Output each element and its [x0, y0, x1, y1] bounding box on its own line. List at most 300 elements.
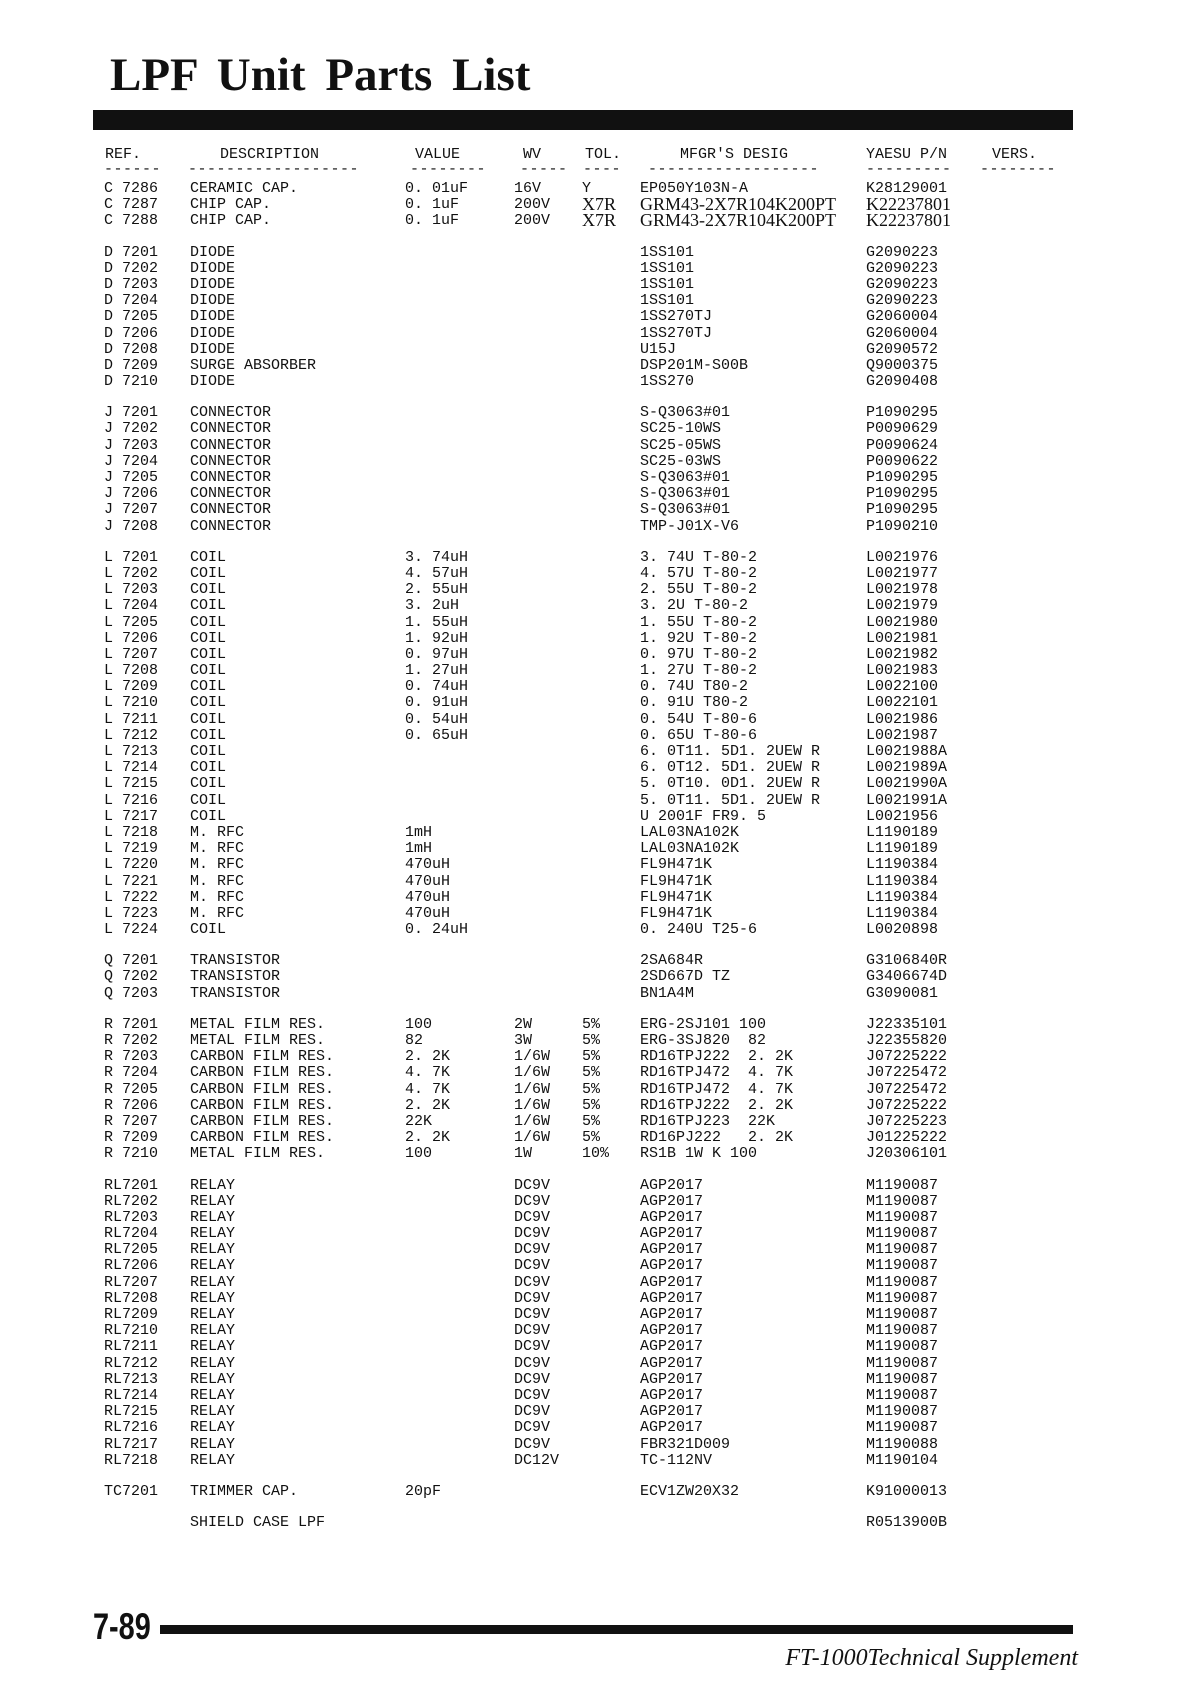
cell-mfgr-desig: AGP2017: [640, 1386, 704, 1404]
cell-mfgr-desig: RD16PJ222 2. 2K: [640, 1129, 794, 1147]
cell-ref: R 7206: [104, 1096, 159, 1114]
table-row: [0, 358, 1190, 374]
cell-yaesu-pn: G3406674D: [866, 968, 948, 986]
table-row: [0, 210, 1190, 231]
group-spacer: [0, 535, 1190, 550]
cell-description: RELAY: [190, 1273, 236, 1291]
cell-wv: 200V: [514, 212, 551, 230]
cell-ref: R 7204: [104, 1064, 159, 1082]
cell-mfgr-desig: FBR321D009: [640, 1435, 731, 1453]
cell-yaesu-pn: J07225223: [866, 1112, 948, 1130]
cell-description: CONNECTOR: [190, 420, 272, 438]
cell-mfgr-desig: S-Q3063#01: [640, 485, 731, 503]
cell-description: RELAY: [190, 1370, 236, 1388]
header-vers: VERS.: [992, 146, 1038, 163]
group-spacer: [0, 390, 1190, 405]
cell-yaesu-pn: G2090572: [866, 340, 939, 358]
cell-value: 1. 27uH: [405, 662, 469, 680]
cell-ref: RL7209: [104, 1306, 159, 1323]
cell-description: COIL: [190, 662, 227, 680]
cell-mfgr-desig: 4. 57U T-80-2: [640, 564, 758, 582]
header-tol: TOL.: [585, 146, 622, 163]
cell-mfgr-desig: GRM43-2X7R104K200PT: [640, 194, 837, 215]
cell-wv: 200V: [514, 196, 551, 214]
cell-value: 100: [405, 1015, 433, 1033]
cell-mfgr-desig: RS1B 1W K 100: [640, 1145, 758, 1163]
cell-description: CONNECTOR: [190, 469, 272, 486]
cell-mfgr-desig: AGP2017: [640, 1403, 704, 1421]
cell-ref: L 7202: [104, 564, 159, 582]
cell-description: RELAY: [190, 1338, 236, 1356]
cell-yaesu-pn: K91000013: [866, 1482, 948, 1500]
cell-yaesu-pn: P0090629: [866, 420, 939, 438]
cell-ref: L 7224: [104, 921, 159, 939]
cell-description: COIL: [190, 694, 227, 712]
cell-yaesu-pn: G3090081: [866, 984, 939, 1002]
cell-description: COIL: [190, 743, 227, 760]
cell-value: 4. 57uH: [405, 564, 469, 582]
cell-mfgr-desig: 1SS101: [640, 275, 695, 293]
cell-ref: Q 7201: [104, 952, 159, 970]
cell-yaesu-pn: L0021981: [866, 629, 939, 647]
bottom-rule: [160, 1625, 1073, 1634]
cell-wv: DC9V: [514, 1435, 551, 1453]
cell-yaesu-pn: J07225472: [866, 1064, 948, 1082]
table-row: [0, 1226, 1190, 1242]
cell-description: DIODE: [190, 259, 236, 277]
cell-yaesu-pn: K22237801: [866, 194, 951, 215]
cell-ref: J 7205: [104, 469, 159, 486]
cell-wv: DC9V: [514, 1306, 551, 1323]
cell-tol: X7R: [582, 210, 617, 231]
cell-description: DIODE: [190, 324, 236, 342]
cell-yaesu-pn: L0021991A: [866, 791, 948, 809]
cell-tol: 5%: [582, 1015, 601, 1033]
cell-mfgr-desig: SC25-10WS: [640, 420, 722, 438]
cell-tol: 5%: [582, 1096, 601, 1114]
cell-description: CHIP CAP.: [190, 196, 272, 214]
cell-wv: 1/6W: [514, 1129, 551, 1147]
cell-value: 100: [405, 1145, 433, 1163]
cell-ref: J 7208: [104, 517, 159, 535]
cell-ref: RL7218: [104, 1451, 159, 1469]
table-row: [0, 1258, 1190, 1274]
cell-mfgr-desig: TMP-J01X-V6: [640, 517, 740, 535]
cell-mfgr-desig: GRM43-2X7R104K200PT: [640, 210, 837, 231]
cell-description: CONNECTOR: [190, 404, 272, 422]
cell-description: COIL: [190, 807, 227, 825]
cell-ref: D 7206: [104, 324, 159, 342]
cell-yaesu-pn: P1090295: [866, 501, 939, 519]
cell-ref: J 7201: [104, 404, 159, 422]
cell-ref: L 7206: [104, 629, 159, 647]
cell-mfgr-desig: DSP201M-S00B: [640, 356, 749, 374]
table-row: [0, 712, 1190, 728]
cell-yaesu-pn: L0021983: [866, 662, 939, 680]
cell-ref: L 7204: [104, 597, 159, 615]
cell-yaesu-pn: L1190384: [866, 904, 939, 922]
cell-mfgr-desig: 6. 0T12. 5D1. 2UEW R: [640, 759, 821, 777]
cell-wv: 1/6W: [514, 1112, 551, 1130]
group-spacer: [0, 1469, 1190, 1484]
cell-ref: L 7216: [104, 791, 159, 809]
cell-mfgr-desig: 1SS270TJ: [640, 324, 713, 342]
cell-yaesu-pn: M1190087: [866, 1403, 939, 1421]
table-row: [0, 470, 1190, 486]
header-rule-wv: -----: [520, 161, 568, 178]
cell-mfgr-desig: 1. 92U T-80-2: [640, 629, 758, 647]
cell-description: TRIMMER CAP.: [190, 1482, 299, 1500]
cell-description: RELAY: [190, 1306, 236, 1323]
table-row: [0, 776, 1190, 792]
cell-ref: R 7203: [104, 1048, 159, 1066]
cell-yaesu-pn: L0021976: [866, 548, 939, 566]
cell-description: RELAY: [190, 1322, 236, 1340]
cell-ref: L 7223: [104, 904, 159, 922]
cell-ref: RL7207: [104, 1273, 159, 1291]
table-row: [0, 647, 1190, 663]
cell-description: RELAY: [190, 1257, 236, 1275]
table-row: [0, 793, 1190, 809]
table-row: [0, 1082, 1190, 1098]
cell-wv: DC9V: [514, 1386, 551, 1404]
cell-value: 470uH: [405, 872, 451, 890]
cell-ref: RL7204: [104, 1225, 159, 1243]
cell-description: M. RFC: [190, 856, 245, 874]
cell-value: 22K: [405, 1112, 433, 1130]
cell-description: RELAY: [190, 1208, 236, 1226]
table-row: [0, 374, 1190, 390]
cell-ref: L 7215: [104, 775, 159, 793]
table-row: [0, 261, 1190, 277]
cell-mfgr-desig: 1SS270: [640, 373, 695, 391]
cell-yaesu-pn: M1190087: [866, 1192, 939, 1210]
cell-ref: R 7209: [104, 1129, 159, 1147]
cell-ref: L 7222: [104, 888, 159, 906]
cell-yaesu-pn: L0021956: [866, 807, 939, 825]
cell-ref: Q 7203: [104, 984, 159, 1002]
cell-mfgr-desig: 0. 54U T-80-6: [640, 710, 758, 728]
cell-mfgr-desig: LAL03NA102K: [640, 823, 740, 841]
cell-mfgr-desig: FL9H471K: [640, 904, 713, 922]
cell-mfgr-desig: 6. 0T11. 5D1. 2UEW R: [640, 743, 821, 760]
table-row: [0, 598, 1190, 614]
cell-description: CARBON FILM RES.: [190, 1048, 335, 1066]
cell-ref: L 7213: [104, 743, 159, 760]
table-row: [0, 1420, 1190, 1436]
cell-description: COIL: [190, 597, 227, 615]
cell-yaesu-pn: L0021979: [866, 597, 939, 615]
cell-description: RELAY: [190, 1225, 236, 1243]
header-rule-mfgr-desig: ------------------: [648, 161, 820, 178]
cell-tol: 5%: [582, 1129, 601, 1147]
cell-yaesu-pn: G2090223: [866, 259, 939, 277]
cell-description: CONNECTOR: [190, 452, 272, 470]
cell-description: CONNECTOR: [190, 485, 272, 503]
cell-description: COIL: [190, 581, 227, 599]
cell-ref: RL7205: [104, 1241, 159, 1259]
cell-wv: DC9V: [514, 1419, 551, 1437]
table-row: [0, 615, 1190, 631]
cell-mfgr-desig: 0. 65U T-80-6: [640, 726, 758, 744]
cell-yaesu-pn: J07225472: [866, 1080, 948, 1098]
cell-description: RELAY: [190, 1192, 236, 1210]
cell-description: COIL: [190, 564, 227, 582]
table-row: [0, 550, 1190, 566]
cell-yaesu-pn: G2060004: [866, 324, 939, 342]
table-row: [0, 969, 1190, 985]
cell-description: DIODE: [190, 275, 236, 293]
table-row: [0, 1453, 1190, 1469]
cell-yaesu-pn: L1190384: [866, 872, 939, 890]
cell-mfgr-desig: BN1A4M: [640, 984, 695, 1002]
cell-ref: L 7210: [104, 694, 159, 712]
table-row: [0, 890, 1190, 906]
cell-mfgr-desig: S-Q3063#01: [640, 404, 731, 422]
cell-yaesu-pn: Q9000375: [866, 356, 939, 374]
header-mfgr-desig: MFGR'S DESIG: [680, 146, 789, 163]
cell-ref: L 7214: [104, 759, 159, 777]
cell-ref: RL7211: [104, 1338, 159, 1356]
cell-yaesu-pn: J20306101: [866, 1145, 948, 1163]
cell-wv: DC9V: [514, 1192, 551, 1210]
cell-value: 20pF: [405, 1482, 442, 1500]
cell-tol: Y: [582, 180, 592, 197]
table-row: [0, 1515, 1190, 1531]
cell-mfgr-desig: AGP2017: [640, 1273, 704, 1291]
cell-ref: L 7207: [104, 645, 159, 663]
cell-mfgr-desig: ERG-2SJ101 100: [640, 1015, 767, 1033]
cell-description: DIODE: [190, 243, 236, 261]
cell-yaesu-pn: L0022101: [866, 694, 939, 712]
cell-ref: Q 7202: [104, 968, 159, 986]
table-row: [0, 342, 1190, 358]
table-row: [0, 277, 1190, 293]
group-spacer: [0, 938, 1190, 953]
cell-ref: RL7201: [104, 1176, 159, 1194]
cell-value: 0. 97uH: [405, 645, 469, 663]
cell-tol: X7R: [582, 194, 617, 215]
footer-title: FT-1000Technical Supplement: [785, 1645, 1078, 1671]
table-row: [0, 1210, 1190, 1226]
cell-description: DIODE: [190, 308, 236, 326]
cell-yaesu-pn: M1190088: [866, 1435, 939, 1453]
cell-value: 0. 54uH: [405, 710, 469, 728]
cell-yaesu-pn: M1190087: [866, 1176, 939, 1194]
cell-value: 2. 2K: [405, 1129, 451, 1147]
table-row: [0, 906, 1190, 922]
cell-ref: L 7221: [104, 872, 159, 890]
cell-description: TRANSISTOR: [190, 952, 281, 970]
cell-description: CONNECTOR: [190, 436, 272, 454]
cell-description: COIL: [190, 726, 227, 744]
table-row: [0, 809, 1190, 825]
cell-description: CONNECTOR: [190, 501, 272, 519]
cell-yaesu-pn: M1190087: [866, 1289, 939, 1307]
cell-mfgr-desig: ECV1ZW20X32: [640, 1482, 740, 1500]
header-ref: REF.: [105, 146, 142, 163]
cell-description: METAL FILM RES.: [190, 1032, 326, 1049]
parts-table: [0, 181, 1190, 1531]
cell-ref: R 7207: [104, 1112, 159, 1130]
cell-description: COIL: [190, 775, 227, 793]
cell-description: SURGE ABSORBER: [190, 356, 317, 374]
cell-description: M. RFC: [190, 872, 245, 890]
cell-wv: DC9V: [514, 1403, 551, 1421]
cell-yaesu-pn: P1090295: [866, 469, 939, 486]
cell-wv: DC9V: [514, 1208, 551, 1226]
cell-yaesu-pn: M1190087: [866, 1370, 939, 1388]
cell-mfgr-desig: 1SS101: [640, 292, 695, 310]
cell-description: METAL FILM RES.: [190, 1145, 326, 1163]
cell-ref: RL7215: [104, 1403, 159, 1421]
cell-mfgr-desig: 1SS270TJ: [640, 308, 713, 326]
cell-description: RELAY: [190, 1403, 236, 1421]
cell-mfgr-desig: 5. 0T10. 0D1. 2UEW R: [640, 775, 821, 793]
page-title: LPF Unit Parts List: [110, 49, 531, 101]
cell-value: 2. 2K: [405, 1096, 451, 1114]
cell-yaesu-pn: L1190384: [866, 888, 939, 906]
cell-tol: 5%: [582, 1064, 601, 1082]
cell-yaesu-pn: L0021987: [866, 726, 939, 744]
cell-value: 470uH: [405, 888, 451, 906]
cell-description: DIODE: [190, 373, 236, 391]
cell-description: COIL: [190, 678, 227, 696]
cell-wv: DC9V: [514, 1241, 551, 1259]
cell-mfgr-desig: 3. 2U T-80-2: [640, 597, 749, 615]
cell-ref: J 7207: [104, 501, 159, 519]
cell-mfgr-desig: 0. 97U T-80-2: [640, 645, 758, 663]
cell-description: RELAY: [190, 1435, 236, 1453]
cell-description: M. RFC: [190, 904, 245, 922]
cell-ref: RL7216: [104, 1419, 159, 1437]
cell-value: 1mH: [405, 823, 433, 841]
cell-yaesu-pn: M1190087: [866, 1208, 939, 1226]
table-row: [0, 502, 1190, 518]
cell-yaesu-pn: L1190189: [866, 840, 939, 858]
cell-description: DIODE: [190, 340, 236, 358]
table-row: [0, 309, 1190, 325]
header-description: DESCRIPTION: [220, 146, 320, 163]
cell-description: TRANSISTOR: [190, 984, 281, 1002]
title-rule: [93, 110, 1073, 130]
table-row: [0, 1049, 1190, 1065]
table-row: [0, 326, 1190, 342]
cell-mfgr-desig: RD16TPJ472 4. 7K: [640, 1080, 794, 1098]
cell-mfgr-desig: 1SS101: [640, 243, 695, 261]
cell-description: RELAY: [190, 1386, 236, 1404]
cell-value: 0. 24uH: [405, 921, 469, 939]
cell-value: 1. 92uH: [405, 629, 469, 647]
cell-yaesu-pn: G2090223: [866, 292, 939, 310]
cell-wv: DC9V: [514, 1289, 551, 1307]
cell-yaesu-pn: G2090223: [866, 275, 939, 293]
cell-mfgr-desig: AGP2017: [640, 1370, 704, 1388]
cell-ref: L 7218: [104, 823, 159, 841]
cell-value: 82: [405, 1032, 424, 1049]
table-row: [0, 1178, 1190, 1194]
cell-wv: 1/6W: [514, 1096, 551, 1114]
table-row: [0, 695, 1190, 711]
cell-value: 1. 55uH: [405, 613, 469, 631]
cell-ref: D 7202: [104, 259, 159, 277]
cell-description: CARBON FILM RES.: [190, 1112, 335, 1130]
cell-mfgr-desig: 2SA684R: [640, 952, 704, 970]
cell-ref: D 7204: [104, 292, 159, 310]
cell-ref: L 7203: [104, 581, 159, 599]
cell-mfgr-desig: AGP2017: [640, 1192, 704, 1210]
cell-description: M. RFC: [190, 823, 245, 841]
cell-ref: RL7214: [104, 1386, 159, 1404]
header-rule-description: ------------------: [188, 161, 360, 178]
cell-description: M. RFC: [190, 888, 245, 906]
cell-description: COIL: [190, 548, 227, 566]
cell-wv: 2W: [514, 1015, 533, 1033]
cell-mfgr-desig: AGP2017: [640, 1208, 704, 1226]
cell-mfgr-desig: SC25-03WS: [640, 452, 722, 470]
cell-wv: 1W: [514, 1145, 533, 1163]
table-row: [0, 663, 1190, 679]
cell-description: RELAY: [190, 1419, 236, 1437]
cell-wv: DC9V: [514, 1225, 551, 1243]
cell-tol: 5%: [582, 1048, 601, 1066]
cell-description: CARBON FILM RES.: [190, 1080, 335, 1098]
table-row: [0, 1065, 1190, 1081]
cell-description: COIL: [190, 613, 227, 631]
table-row: [0, 421, 1190, 437]
cell-mfgr-desig: AGP2017: [640, 1322, 704, 1340]
cell-ref: L 7212: [104, 726, 159, 744]
cell-wv: DC9V: [514, 1354, 551, 1372]
cell-yaesu-pn: M1190087: [866, 1273, 939, 1291]
cell-mfgr-desig: AGP2017: [640, 1225, 704, 1243]
cell-wv: DC9V: [514, 1257, 551, 1275]
cell-wv: 1/6W: [514, 1048, 551, 1066]
cell-ref: RL7203: [104, 1208, 159, 1226]
cell-description: RELAY: [190, 1241, 236, 1259]
group-spacer: [0, 1163, 1190, 1178]
cell-mfgr-desig: SC25-05WS: [640, 436, 722, 454]
cell-ref: L 7211: [104, 710, 159, 728]
cell-yaesu-pn: G2060004: [866, 308, 939, 326]
header-value: VALUE: [415, 146, 461, 163]
cell-description: CARBON FILM RES.: [190, 1129, 335, 1147]
cell-yaesu-pn: M1190087: [866, 1241, 939, 1259]
cell-ref: C 7288: [104, 212, 159, 230]
cell-ref: L 7205: [104, 613, 159, 631]
table-row: [0, 825, 1190, 841]
cell-yaesu-pn: M1190087: [866, 1419, 939, 1437]
cell-wv: DC9V: [514, 1370, 551, 1388]
cell-mfgr-desig: 1. 27U T-80-2: [640, 662, 758, 680]
table-row: [0, 841, 1190, 857]
cell-ref: D 7205: [104, 308, 159, 326]
cell-wv: DC9V: [514, 1338, 551, 1356]
cell-yaesu-pn: L0021977: [866, 564, 939, 582]
header-rule-value: --------: [410, 161, 487, 178]
cell-ref: RL7208: [104, 1289, 159, 1307]
cell-wv: 3W: [514, 1032, 533, 1049]
cell-yaesu-pn: R0513900B: [866, 1514, 948, 1532]
cell-yaesu-pn: K28129001: [866, 180, 948, 197]
cell-yaesu-pn: J07225222: [866, 1096, 948, 1114]
table-row: [0, 293, 1190, 309]
cell-description: CARBON FILM RES.: [190, 1096, 335, 1114]
table-row: [0, 566, 1190, 582]
cell-ref: D 7203: [104, 275, 159, 293]
cell-mfgr-desig: AGP2017: [640, 1338, 704, 1356]
table-row: [0, 760, 1190, 776]
